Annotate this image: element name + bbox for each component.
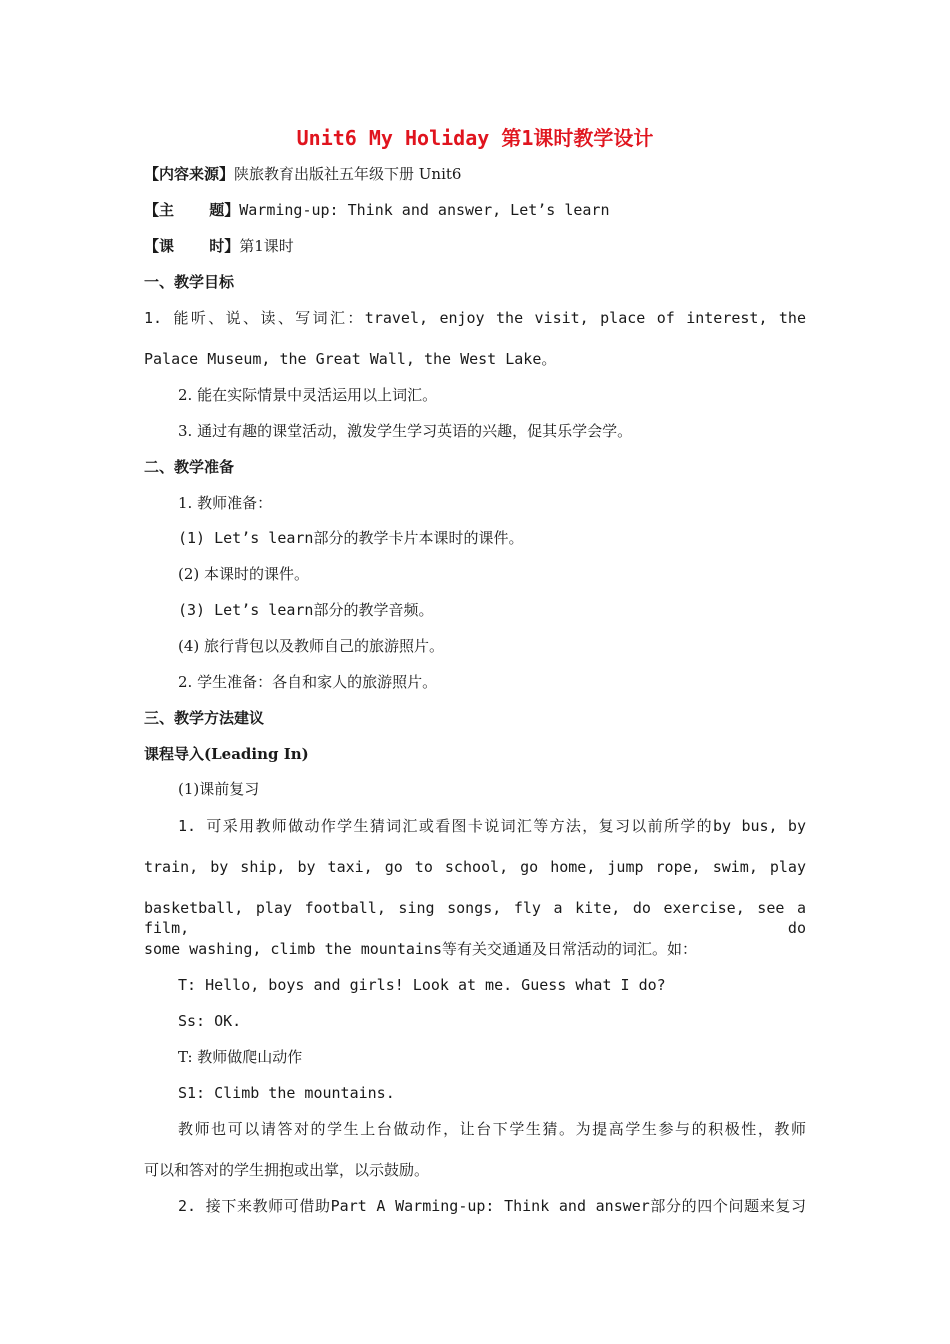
paragraph-1-line-4: some washing, climb the mountains等有关交通通及日常活动的词汇。如：: [144, 940, 698, 958]
source-row: [144, 164, 461, 184]
source-label: 【内容来源】: [144, 165, 235, 183]
paragraph-1-line-3: basketball, play football, sing songs, fly a kite, do exercise, see a film, do: [144, 899, 806, 937]
goal-item-3: 3. 通过有趣的课堂活动，激发学生学习英语的兴趣，促其乐学会学。: [178, 422, 633, 440]
prep-teacher-item-2: (2) 本课时的课件。: [178, 565, 310, 583]
period-label: 【课 时】: [144, 237, 240, 255]
prep-teacher-item-4: (4) 旅行背包以及教师自己的旅游照片。: [178, 637, 445, 655]
prep-student: 2. 学生准备：各自和家人的旅游照片。: [178, 673, 438, 691]
goal-item-1-line-1: 1. 能听、说、读、写词汇：travel, enjoy the visit, place of interest, the: [144, 309, 806, 327]
section-heading-prep: 二、教学准备: [144, 458, 235, 476]
dialogue-line-1: T: Hello, boys and girls! Look at me. Guess what I do?: [178, 976, 666, 994]
paragraph-2-line-1: 教师也可以请答对的学生上台做动作，让台下学生猜。为提高学生参与的积极性，教师: [178, 1120, 806, 1138]
leading-in-heading: 课程导入(Leading In): [144, 745, 309, 763]
paragraph-1-line-1: 1. 可采用教师做动作学生猜词汇或看图卡说词汇等方法，复习以前所学的by bus, by: [178, 817, 806, 835]
paragraph-3-line-1: 2. 接下来教师可借助Part A Warming-up: Think and answer部分的四个问题来复习: [178, 1197, 806, 1215]
prep-teacher-item-1: (1) Let’s learn部分的教学卡片本课时的课件。: [178, 529, 524, 547]
topic-label: 【主 题】: [144, 201, 240, 219]
prep-teacher-item-3: (3) Let’s learn部分的教学音频。: [178, 601, 434, 619]
topic-value: Warming-up: Think and answer, Let’s learn: [239, 201, 610, 219]
dialogue-line-2: Ss: OK.: [178, 1012, 242, 1030]
review-heading: (1)课前复习: [178, 780, 260, 798]
goal-item-1-line-2: Palace Museum, the Great Wall, the West Lake。: [144, 350, 557, 368]
topic-row: [144, 200, 610, 220]
dialogue-line-3: T: 教师做爬山动作: [178, 1048, 303, 1066]
paragraph-2-line-2: 可以和答对的学生拥抱或出掌，以示鼓励。: [144, 1161, 430, 1179]
period-value: 第1课时: [239, 237, 294, 255]
period-row: [144, 236, 294, 256]
paragraph-1-line-2: train, by ship, by taxi, go to school, go home, jump rope, swim, play: [144, 858, 806, 876]
prep-teacher: 1. 教师准备：: [178, 494, 273, 512]
source-value: 陕旅教育出版社五年级下册 Unit6: [234, 165, 462, 183]
document-title: Unit6 My Holiday 第1课时教学设计: [296, 126, 654, 150]
goal-item-2: 2. 能在实际情景中灵活运用以上词汇。: [178, 386, 438, 404]
section-heading-goals: 一、教学目标: [144, 273, 235, 291]
dialogue-line-4: S1: Climb the mountains.: [178, 1084, 395, 1102]
section-heading-method: 三、教学方法建议: [144, 709, 265, 727]
